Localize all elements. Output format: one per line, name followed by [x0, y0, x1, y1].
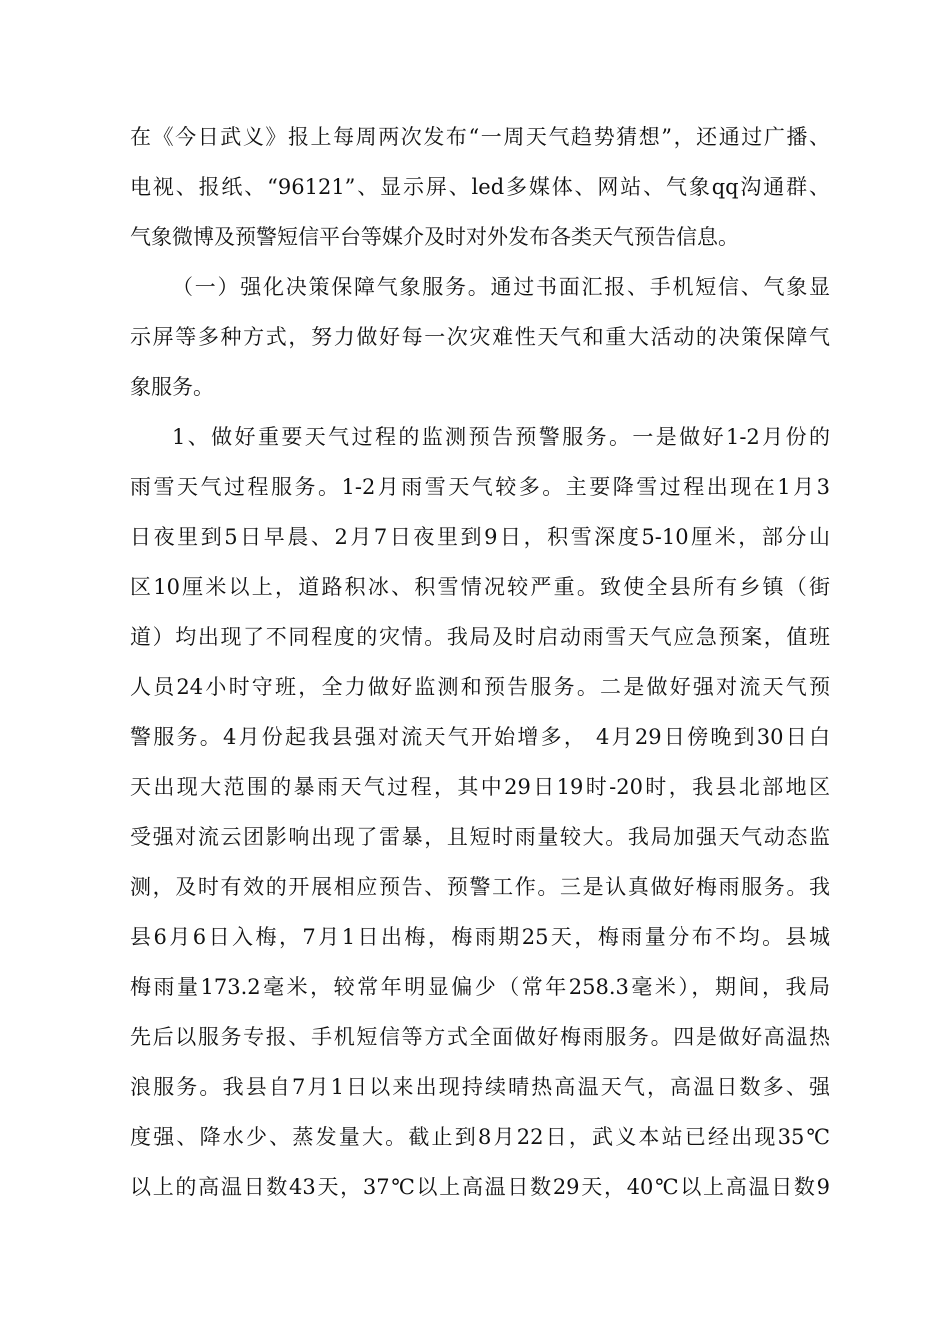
paragraph-line: 天出现大范围的暴雨天气过程，其中29日19时-20时，我县北部地区 — [130, 775, 830, 799]
paragraph-line: 先后以服务专报、手机短信等方式全面做好梅雨服务。四是做好高温热 — [130, 1025, 830, 1049]
paragraph-line: 梅雨量173.2毫米，较常年明显偏少（常年258.3毫米），期间，我局 — [130, 975, 830, 999]
paragraph-line: 日夜里到5日早晨、2月7日夜里到9日，积雪深度5-10厘米，部分山 — [130, 525, 830, 549]
paragraph-line: 气象微博及预警短信平台等媒介及时对外发布各类天气预告信息。 — [130, 225, 739, 249]
paragraph-line: 道）均出现了不同程度的灾情。我局及时启动雨雪天气应急预案，值班 — [130, 625, 830, 649]
paragraph-line: 雨雪天气过程服务。1-2月雨雪天气较多。主要降雪过程出现在1月3 — [130, 475, 830, 499]
section-heading-line: （一）强化决策保障气象服务。通过书面汇报、手机短信、气象显 — [172, 275, 830, 299]
paragraph-line: 区10厘米以上，道路积冰、积雪情况较严重。致使全县所有乡镇（街 — [130, 575, 830, 599]
paragraph-line: 人员24小时守班，全力做好监测和预告服务。二是做好强对流天气预 — [130, 675, 830, 699]
paragraph-line: 浪服务。我县自7月1日以来出现持续晴热高温天气，高温日数多、强 — [130, 1075, 830, 1099]
paragraph-line: 县6月6日入梅，7月1日出梅，梅雨期25天，梅雨量分布不均。县城 — [130, 925, 830, 949]
paragraph-line: 度强、降水少、蒸发量大。截止到8月22日，武义本站已经出现35℃ — [130, 1125, 830, 1149]
paragraph-line: 以上的高温日数43天，37℃以上高温日数29天，40℃以上高温日数9 — [130, 1175, 830, 1199]
paragraph-line: 受强对流云团影响出现了雷暴，且短时雨量较大。我局加强天气动态监 — [130, 825, 830, 849]
paragraph-line: 测，及时有效的开展相应预告、预警工作。三是认真做好梅雨服务。我 — [130, 875, 830, 899]
paragraph-line: 在《今日武义》报上每周两次发布“一周天气趋势猜想”，还通过广播、 — [130, 125, 830, 149]
paragraph-line: 示屏等多种方式，努力做好每一次灾难性天气和重大活动的决策保障气 — [130, 325, 830, 349]
paragraph-line: 警服务。4月份起我县强对流天气开始增多， 4月29日傍晚到30日白 — [130, 725, 830, 749]
paragraph-line: 1、做好重要天气过程的监测预告预警服务。一是做好1-2月份的 — [172, 425, 830, 449]
paragraph-line: 象服务。 — [130, 375, 214, 399]
paragraph-line: 电视、报纸、“96121”、显示屏、led多媒体、网站、气象qq沟通群、 — [130, 175, 830, 199]
